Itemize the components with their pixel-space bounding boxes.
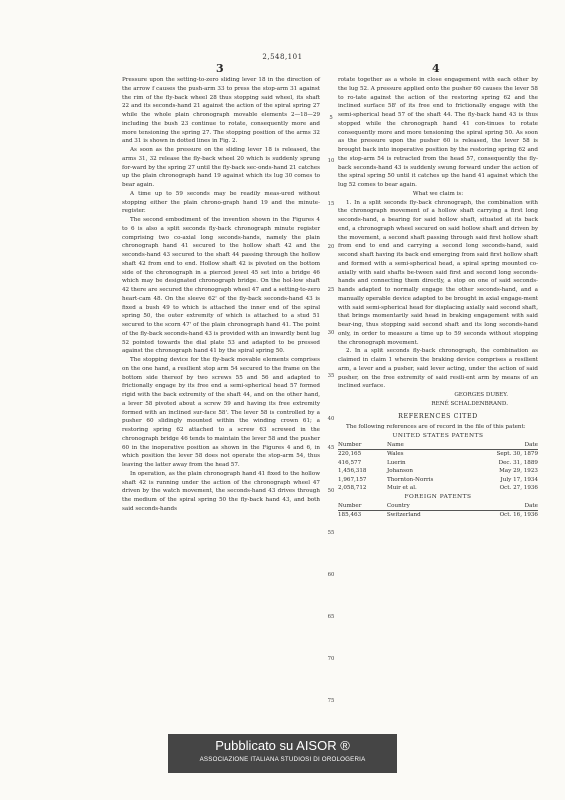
- line-number: 5: [329, 115, 333, 121]
- right-column: [338, 76, 538, 520]
- signature: RENÉ SCHALDENBRAND.: [431, 400, 508, 407]
- table-row: [338, 459, 538, 468]
- line-number: 45: [327, 445, 335, 451]
- column-header: Date: [467, 441, 538, 450]
- table-row: [338, 484, 538, 493]
- patent-date-cell: Oct. 27, 1936: [499, 485, 538, 492]
- patent-number-cell: 416,577: [338, 459, 362, 466]
- table-header-row: [338, 502, 538, 511]
- claims-heading: What we claim is:: [412, 190, 464, 197]
- patent-name-cell: Muir et al.: [386, 485, 417, 492]
- patent-number-cell: 1,456,318: [338, 468, 367, 475]
- column-header: Country: [387, 502, 458, 511]
- column-header: Date: [458, 502, 538, 511]
- line-number: 10: [327, 158, 335, 164]
- left-paragraph: The second embodiment of the invention shown in the Figures 4 to 6 is also a split seconds fly-back chronograph minute register comprising two co-axial long seconds-hands, namely the plain chronograph hand 41 secured to the hollow shaft 42 and the seconds-hand 43 secured to the shaft 44 passing through the hollow shaft 42 from end to end. Hollow shaft 42 is pivoted on the bottom side of the chronograph in a pierced jewel 45 set into a bridge 46 which may be designated chronograph bridge. On the hol-low shaft 42 there are secured the chronograph wheel 47 and a setting-to-zero heart-cam 48. On the sleeve 62' of the fly-back seconds-hand 43 is fixed a bush 49 to which is attached the inner end of the spiral spring 50, the outer extremity of which is attached to a stud 51 secured to the scorn 47' of the plain chronograph hand 41. The point of the fly-back seconds-hand 43 is provided with an inwardly bent lug 52 pointed towards the dial plate 53 and adapted to be pressed against the chronograph hand 41 by the spiral spring 50.: [122, 217, 320, 355]
- column-header: Number: [338, 502, 387, 511]
- left-column: [122, 76, 320, 514]
- column-header: Name: [387, 441, 467, 450]
- line-number: 30: [327, 330, 335, 336]
- patent-name-cell: Thornton-Norris: [386, 476, 434, 483]
- foreign-patents-table: [338, 502, 538, 520]
- line-number: 20: [327, 244, 335, 250]
- line-number: 35: [327, 373, 335, 379]
- table-row: [338, 467, 538, 476]
- line-number: 65: [327, 614, 335, 620]
- right-paragraph: rotate together as a whole in close engagement with each other by the lug 52. A pressure applied onto the pusher 60 causes the lever 58 to ro-tate against the action of the restoring spring 62 and the inclined surface 58' of its free end to frictionally engage with the semi-spherical head 57 of the shaft 44. The fly-back hand 43 is thus stopped while the chronograph hand 41 con-tinues to rotate consequently more and more tensioning the spiral spring 50. As soon as the pressure upon the pusher 60 is released, the lever 58 is brought back into inoperative position by the restoring spring 62 and the stop-arm 54 is retracted from the head 57, consequently the fly-back seconds-hand 43 is suddenly swung forward under the action of the spiral spring 50 until it catches up the hand 41 against which the lug 52 comes to bear again.: [338, 77, 538, 188]
- column-number-right: 4: [432, 62, 440, 75]
- line-number: 55: [327, 530, 335, 536]
- patent-date-cell: May 29, 1923: [499, 468, 538, 475]
- left-paragraph: Pressure upon the setting-to-zero sliding lever 18 in the direction of the arrow f causes the push-arm 33 to press the stop-arm 31 against the rim of the fly-back wheel 28 thus stopping said wheel, its shaft 22 and its seconds-hand 21 against the action of the spiral spring 27 while the whole plain chronograph movable elements 2—18—29 including the bush 23 continue to rotate, consequently more and more tensioning the spring 27. The stopping position of the arms 32 and 31 is shown in dotted lines in Fig. 2.: [122, 77, 320, 145]
- aisor-banner: [168, 734, 397, 773]
- banner-title: Pubblicato su AISOR ®: [215, 738, 350, 753]
- banner-subtitle: ASSOCIAZIONE ITALIANA STUDIOSI DI OROLOGERIA: [199, 756, 366, 763]
- line-number: 15: [327, 201, 335, 207]
- table-row: [338, 450, 538, 459]
- left-paragraph: A time up to 59 seconds may be readily meas-ured without stopping either the plain chrono-graph hand 19 and the minute-register.: [122, 190, 320, 215]
- foreign-patents-title: FOREIGN PATENTS: [404, 493, 472, 500]
- references-intro: The following references are of record in the file of this patent:: [346, 424, 526, 431]
- patent-number-cell: 1,967,157: [338, 476, 367, 483]
- signature: GEORGES DUBEY.: [454, 392, 508, 398]
- column-header: Number: [338, 441, 387, 450]
- claim-2: 2. In a split seconds fly-back chronograph, the combination as claimed in claim 1 wherein the braking device comprises a resilient arm, a lever and a pusher, said lever acting, under the action of said pusher, on the free extremity of said resili-ent arm by means of an inclined surface.: [338, 348, 538, 390]
- patent-date-cell: Sept. 30, 1879: [496, 451, 538, 458]
- table-row: [338, 511, 538, 520]
- column-number-left: 3: [216, 62, 224, 75]
- patent-number-cell: 220,165: [338, 451, 362, 458]
- patent-name-cell: Luerin: [386, 459, 406, 466]
- line-number: 25: [327, 287, 335, 293]
- patent-name-cell: Wales: [386, 451, 404, 458]
- patent-number-cell: 2,058,712: [338, 485, 367, 492]
- patent-date-cell: July 17, 1934: [500, 476, 538, 483]
- left-paragraph: The stopping device for the fly-back movable elements comprises on the one hand, a resilient stop arm 54 secured to the frame on the bottom side thereof by two screws 55 and 56 and adapted to frictionally engage by its free end a semi-spherical head 57 formed rigid with the back extremity of the shaft 44, and on the other hand, a lever 58 pivoted about a screw 59 and having its free extremity formed with an inclined sur-face 58'. The lever 58 is controlled by a pusher 60 slidingly mounted within the winding crown 61; a restoring spring 62 attached to a screw 63 screwed in the chronograph bridge 46 tends to maintain the lever 58 and the pusher 60 in the inoperative position as shown in the Figures 4 and 6, in which position the lever 58 does not operate the stop-arm 54, thus leaving the latter away from the head 57.: [122, 357, 320, 468]
- patent-number-cell: 185,463: [338, 512, 362, 518]
- us-patents-title: UNITED STATES PATENTS: [392, 433, 484, 439]
- patent-date-cell: Oct. 16, 1936: [499, 512, 538, 518]
- patent-number: 2,548,101: [262, 53, 303, 61]
- patent-name-cell: Johanson: [386, 468, 413, 475]
- left-paragraph: As soon as the pressure on the sliding lever 18 is released, the arms 31, 32 release the fly-back wheel 20 which is suddenly sprung for-ward by the spring 27 until the fly-back sec-onds-hand 21 catches up the plain chronograph hand 19 against which its lug 30 comes to bear again.: [122, 147, 320, 188]
- patent-country-cell: Switzerland: [386, 512, 421, 518]
- line-number: 75: [327, 698, 335, 704]
- claim-1: 1. In a split seconds fly-back chronograph, the combination with the chronograph movement of a hollow shaft carrying a first long seconds-hand, a bearing for said hollow shaft, situated at its back end, a chronograph wheel secured on said hollow shaft and driven by the movement, a second shaft passing through said first hollow shaft from end to end and carrying a second long seconds-hand, said second shaft having its back end emerging from said first hollow shaft and formed with a semi-spherical head, a spiral spring mounted co-axially with said shafts be-tween said first and second long seconds-hands and connecting them directly, a stop on one of said seconds-hands adapted to normally engage the other seconds-hand, and a manually operable device adapted to be brought in axial engage-ment with said semi-spherical head for displacing axially said second shaft, that brings momentarily said head in braking engagement with said bear-ing, thus stopping said second shaft and its long seconds-hand only, in order to measure a time up to 59 seconds without stopping the chronograph movement.: [338, 199, 538, 346]
- table-row: [338, 476, 538, 485]
- line-number: 60: [327, 572, 335, 578]
- patent-date-cell: Dec. 31, 1889: [498, 459, 538, 466]
- references-title: REFERENCES CITED: [398, 412, 478, 420]
- us-patents-table: [338, 441, 538, 493]
- line-number: 40: [327, 416, 335, 422]
- line-number: 70: [327, 656, 335, 662]
- line-number: 50: [327, 488, 335, 494]
- table-header-row: [338, 441, 538, 450]
- left-paragraph: In operation, as the plain chronograph hand 41 fixed to the hollow shaft 42 is running under the action of the chronograph wheel 47 driven by the watch movement, the seconds-hand 43 drives through the medium of the spiral spring 50 the fly-back hand 43, and both said seconds-hands: [122, 470, 320, 512]
